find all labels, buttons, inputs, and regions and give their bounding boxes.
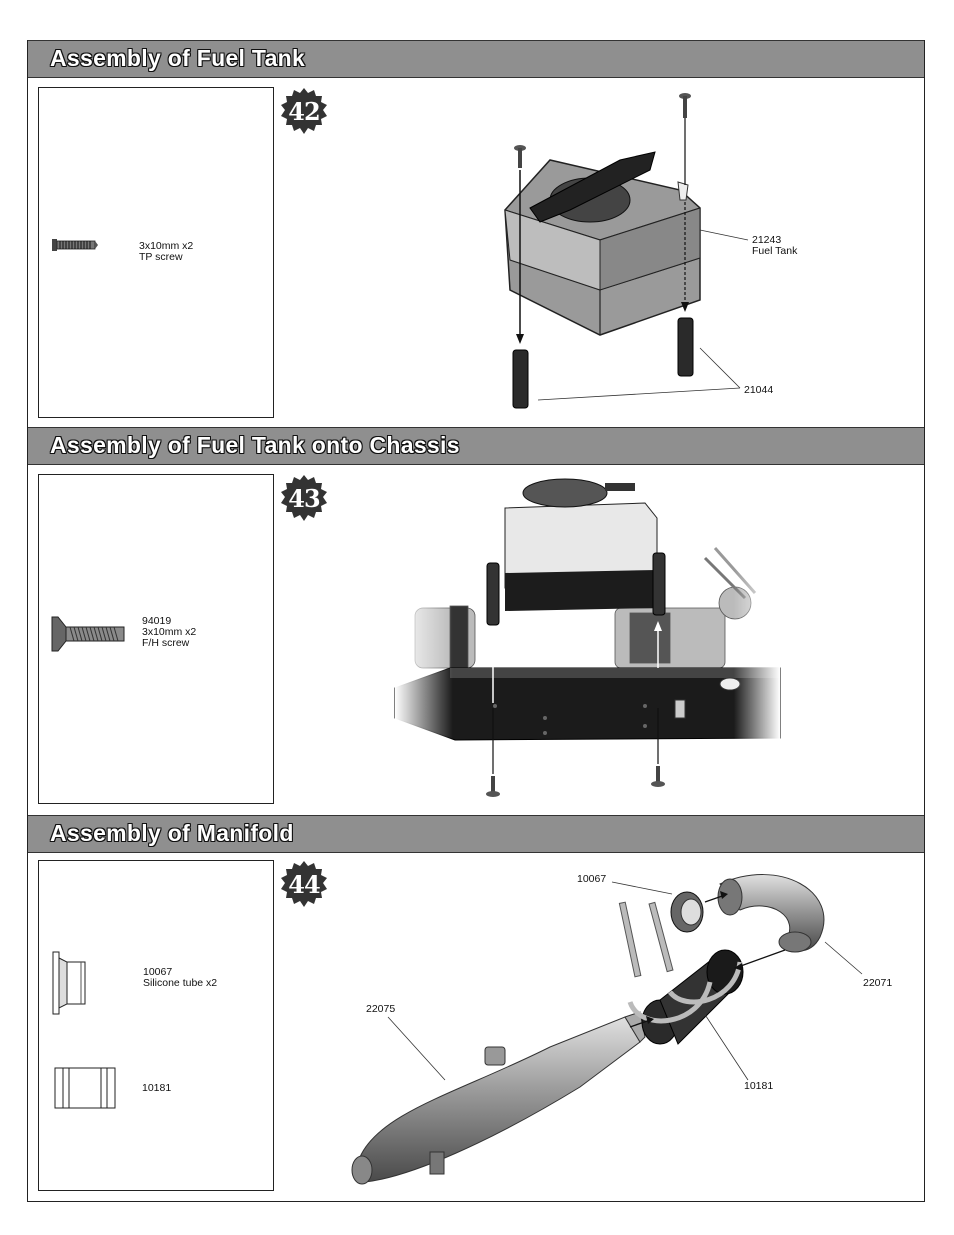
- part-label-silicone-tube: [143, 967, 217, 989]
- section-title: Assembly of Fuel Tank onto Chassis: [50, 432, 460, 458]
- step-badge-42: [280, 87, 328, 135]
- parts-box-step-44: [38, 860, 274, 1191]
- section-title: Assembly of Manifold: [50, 820, 294, 846]
- screw-icon: [486, 776, 500, 797]
- part-label-tp-screw: [139, 241, 193, 263]
- flat-head-screw-icon: [52, 617, 126, 651]
- tuned-pipe-icon: [352, 1012, 645, 1184]
- section-header-fuel-tank: [28, 40, 924, 78]
- screw-icon: [514, 145, 526, 168]
- callout-standoff: 21044: [744, 384, 774, 396]
- section-header-fuel-tank-chassis: [28, 427, 924, 465]
- callout-tuned-pipe: 22075: [366, 1003, 396, 1015]
- step-number: 44: [288, 870, 320, 899]
- step-number: 43: [288, 484, 320, 513]
- screw-icon: [679, 93, 691, 118]
- callout-coupler: 10181: [744, 1080, 774, 1092]
- part-name: F/H screw: [142, 637, 190, 649]
- part-name: Silicone tube x2: [143, 977, 218, 989]
- callout-fuel-tank: [752, 235, 797, 257]
- screw-icon: [651, 766, 665, 787]
- chassis-illustration: [395, 478, 780, 806]
- coupler-icon: [55, 1068, 115, 1108]
- part-size: 3x10mm x2: [142, 626, 197, 638]
- part-name: TP screw: [139, 251, 183, 263]
- callout-header: 22071: [863, 977, 893, 989]
- part-number: 94019: [142, 615, 172, 627]
- callout-part-number: 21243: [752, 234, 782, 246]
- part-size: 3x10mm x2: [139, 240, 194, 252]
- callout-silicone-tube: 10067: [577, 873, 607, 885]
- step-number: 42: [288, 97, 320, 126]
- step-badge-44: [280, 860, 328, 908]
- section-title: Assembly of Fuel Tank: [50, 45, 306, 71]
- step-badge-43: [280, 474, 328, 522]
- fuel-tank-illustration: [490, 90, 730, 420]
- section-header-manifold: [28, 815, 924, 853]
- part-number: 10067: [143, 966, 173, 978]
- manifold-illustration: [340, 862, 860, 1197]
- tp-screw-icon: [52, 238, 98, 252]
- callout-part-name: Fuel Tank: [752, 245, 798, 257]
- part-label-coupler: 10181: [142, 1082, 172, 1094]
- silicone-tube-icon: [53, 952, 87, 1014]
- part-label-fh-screw: [142, 616, 196, 649]
